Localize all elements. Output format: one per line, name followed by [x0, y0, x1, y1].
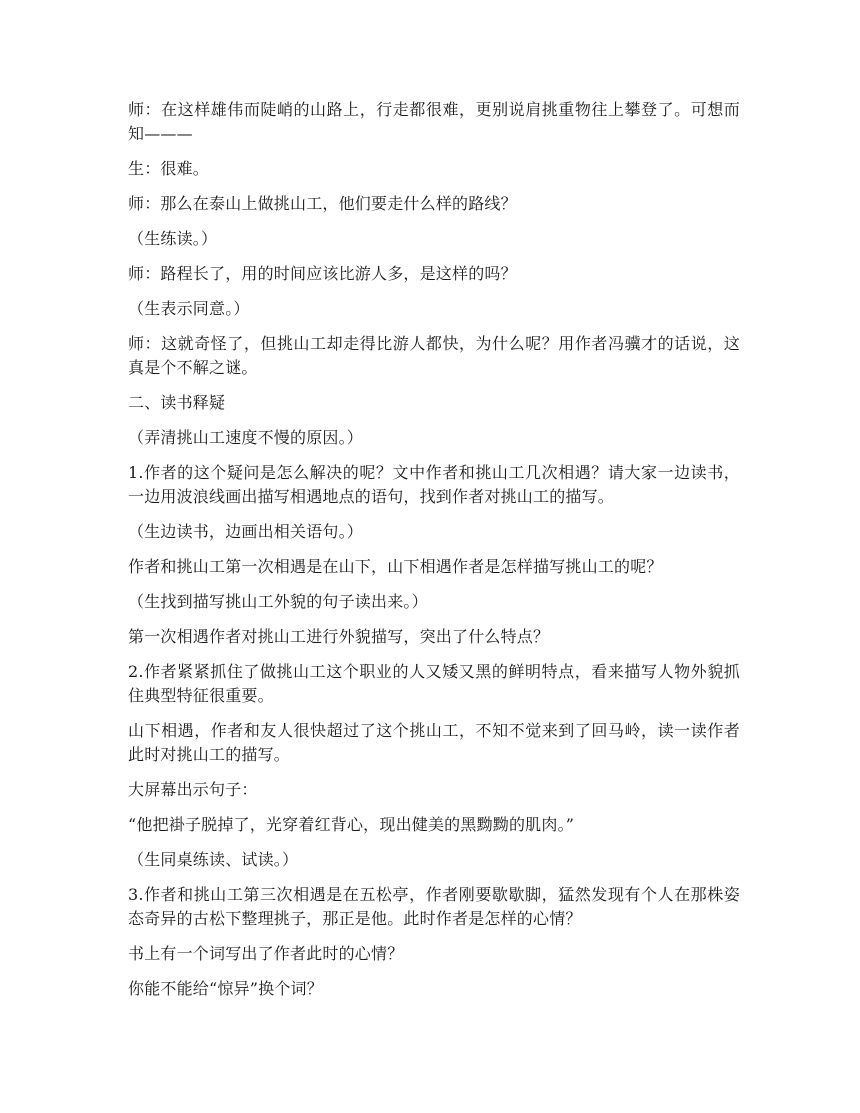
paragraph-student-find-sentence: （生找到描写挑山工外貌的句子读出来。） — [128, 592, 428, 611]
paragraph-teacher-longer-path: 师：路程长了，用的时间应该比游人多，是这样的吗？ — [128, 264, 517, 283]
paragraph-first-meeting-feature: 第一次相遇作者对挑山工进行外貌描写，突出了什么特点？ — [128, 627, 550, 646]
section-heading-read-and-resolve: 二、读书释疑 — [128, 393, 226, 412]
paragraph-student-pair-read: （生同桌练读、试读。） — [128, 850, 299, 869]
paragraph-student-practice-read: （生练读。） — [128, 229, 218, 248]
document-body — [128, 98, 740, 1012]
paragraph-goal-note: （弄清挑山工速度不慢的原因。） — [128, 428, 364, 447]
paragraph-point-2: 2.作者紧紧抓住了做挑山工这个职业的人又矮又黑的鲜明特点，看来描写人物外貌抓住典型特征很重要。 — [128, 662, 740, 705]
paragraph-book-word: 书上有一个词写出了作者此时的心情？ — [128, 944, 404, 963]
paragraph-student-read-mark: （生边读书，边画出相关语句。） — [128, 522, 364, 541]
paragraph-quote: “他把褂子脱掉了，光穿着红背心，现出健美的黑黝黝的肌肉。” — [128, 815, 575, 834]
paragraph-teacher-route-question: 师：那么在泰山上做挑山工，他们要走什么样的路线？ — [128, 194, 517, 213]
paragraph-screen-shows: 大屏幕出示句子： — [128, 780, 258, 799]
paragraph-first-meeting: 作者和挑山工第一次相遇是在山下，山下相遇作者是怎样描写挑山工的呢？ — [128, 557, 663, 576]
paragraph-synonym-question: 你能不能给“惊异”换个词？ — [128, 979, 323, 998]
paragraph-teacher-mystery: 师：这就奇怪了，但挑山工却走得比游人都快，为什么呢？用作者冯骥才的话说，这真是个不解之谜。 — [128, 334, 740, 377]
paragraph-teacher-mountain-road: 师：在这样雄伟而陡峭的山路上，行走都很难，更别说肩挑重物往上攀登了。可想而知——— — [128, 100, 740, 143]
paragraph-student-agree: （生表示同意。） — [128, 299, 250, 318]
paragraph-huimaling: 山下相遇，作者和友人很快超过了这个挑山工，不知不觉来到了回马岭，读一读作者此时对挑山工的描写。 — [128, 721, 740, 764]
paragraph-student-very-hard: 生：很难。 — [128, 159, 210, 178]
paragraph-point-1: 1.作者的这个疑问是怎么解决的呢？文中作者和挑山工几次相遇？请大家一边读书，一边用波浪线画出描写相遇地点的语句，找到作者对挑山工的描写。 — [128, 463, 740, 506]
paragraph-point-3: 3.作者和挑山工第三次相遇是在五松亭，作者刚要歇歇脚，猛然发现有个人在那株姿态奇异的古松下整理挑子，那正是他。此时作者是怎样的心情？ — [128, 885, 740, 928]
